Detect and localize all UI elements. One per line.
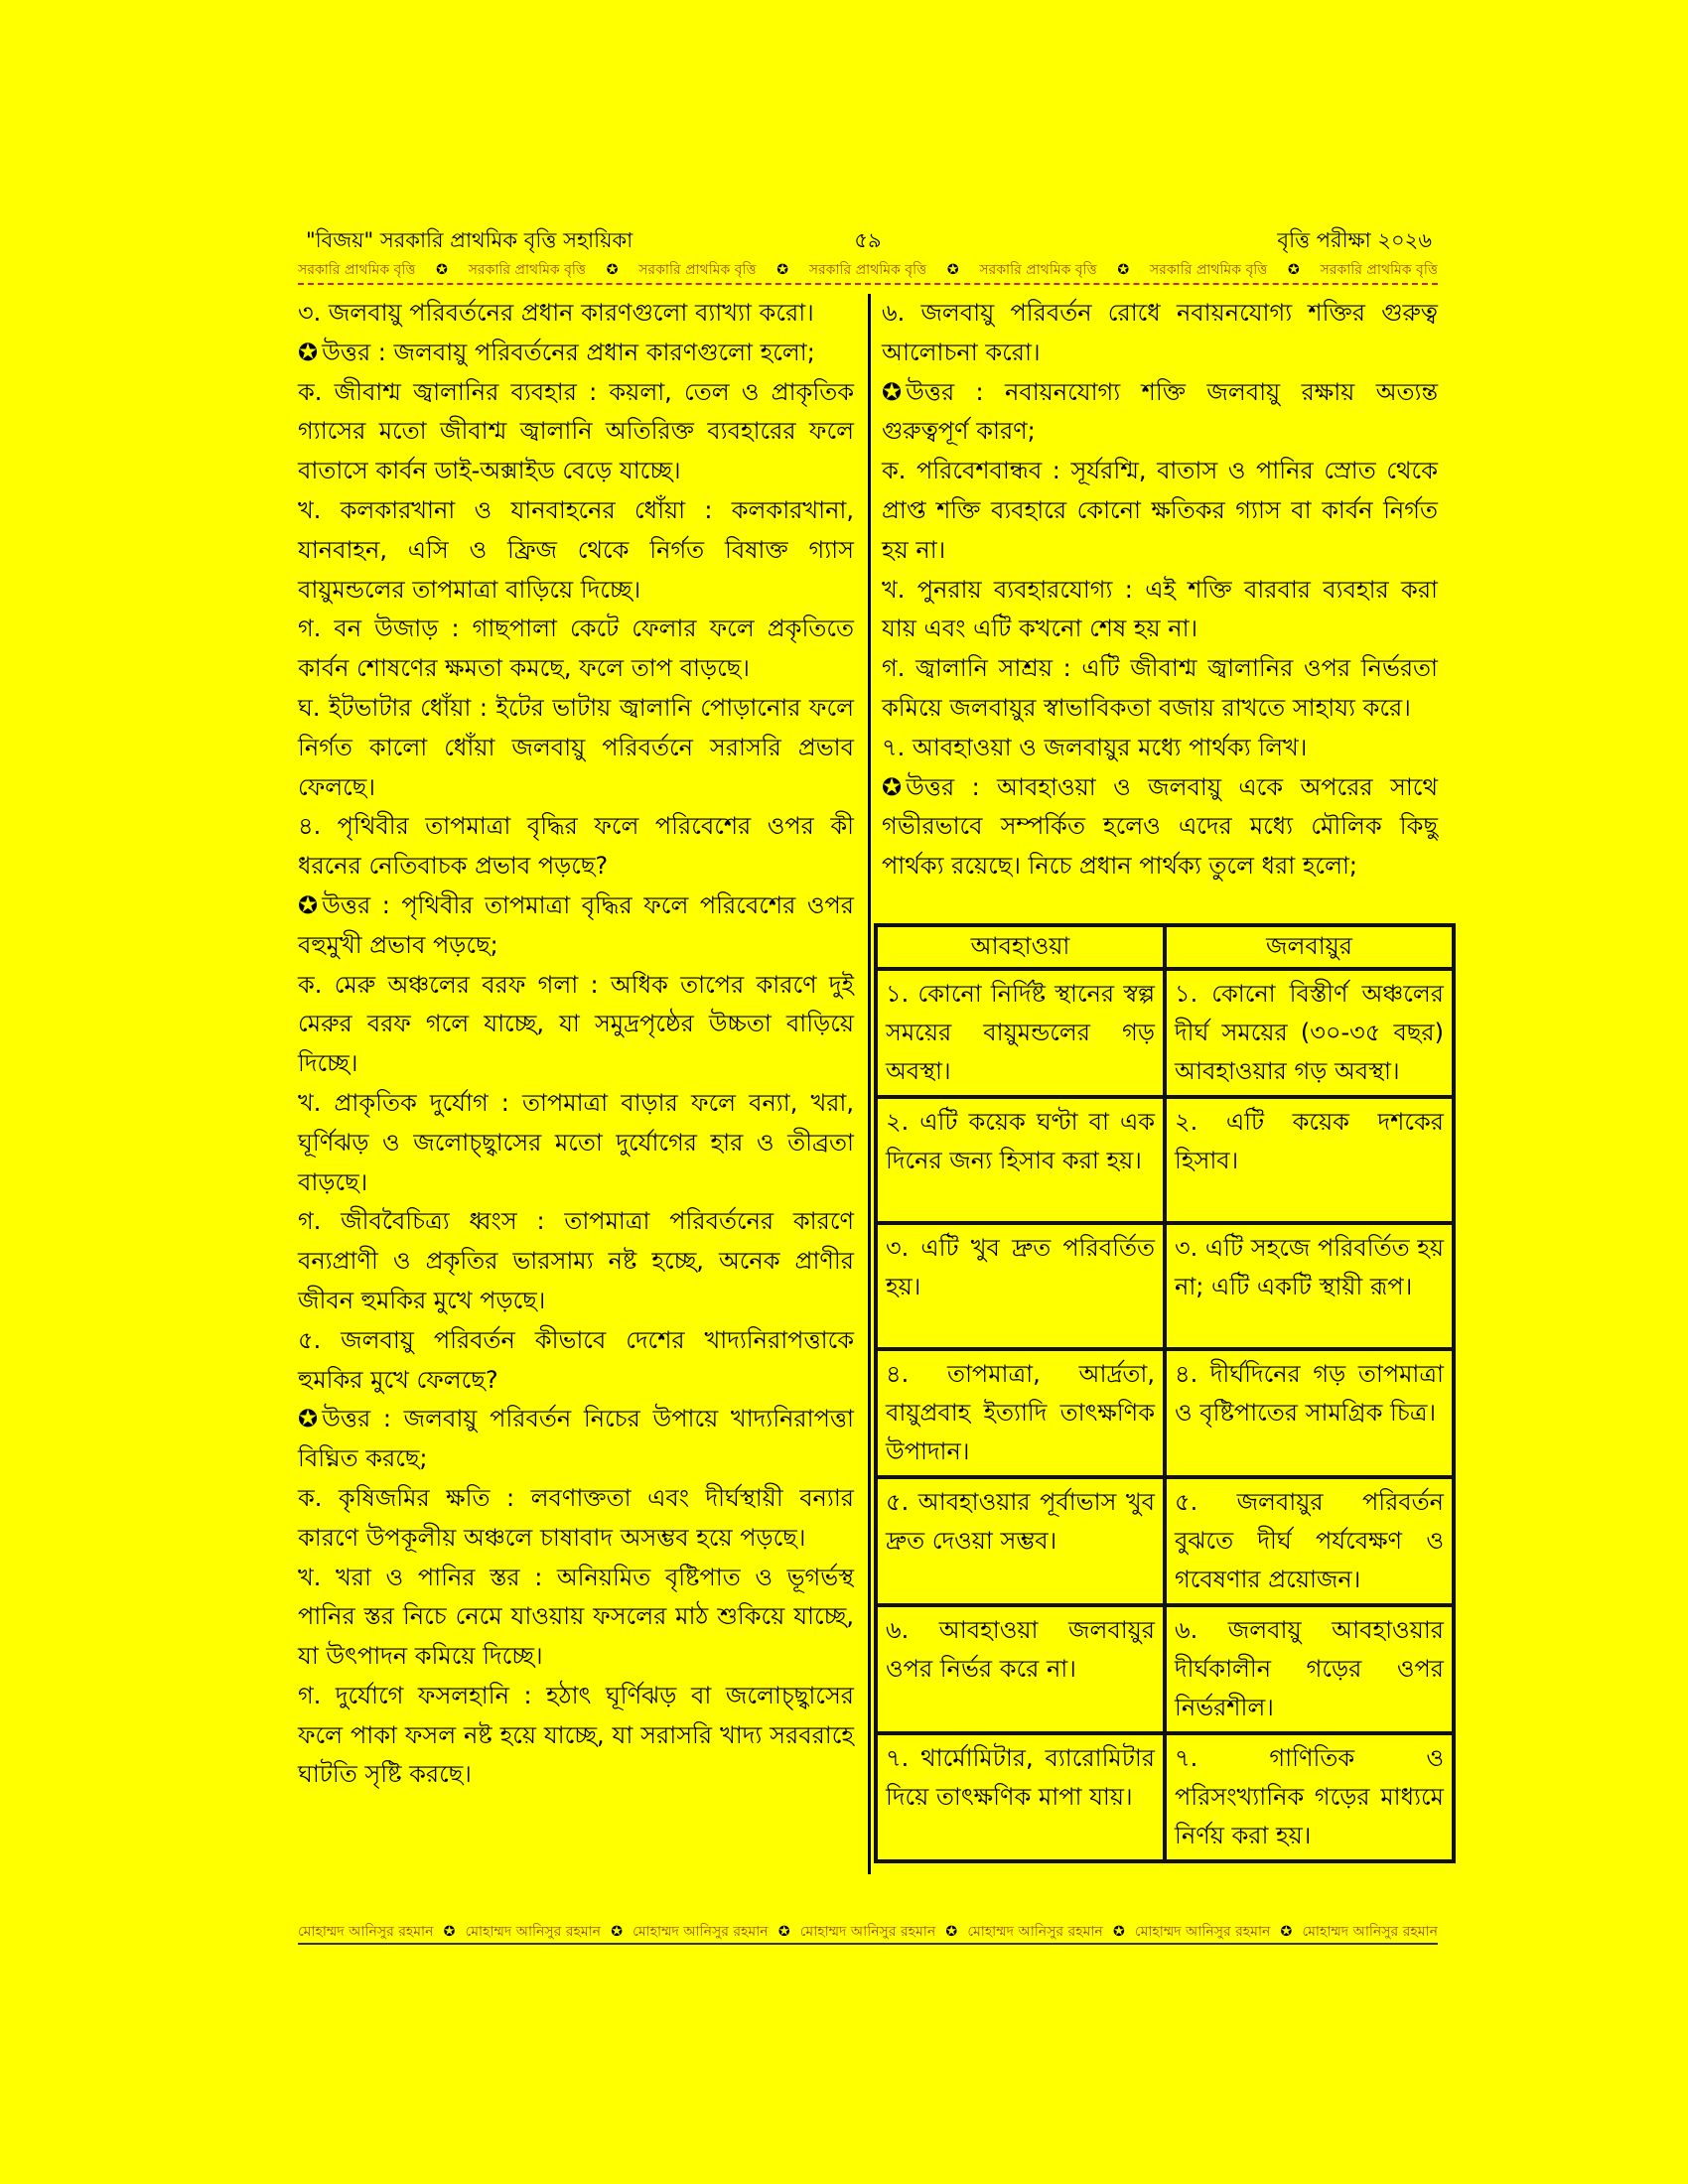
answer-7-intro: ✪ উত্তর : আবহাওয়া ও জলবায়ু একে অপরের সাথে গভীরভাবে সম্পর্কিত হলেও এদের মধ্যে মৌলিক কিছু পার্থক্য রয়েছে। নিচে প্রধান পার্থক্য তুলে ধরা হলো; (882, 772, 1438, 881)
answer-4-point-g: গ. জীববৈচিত্র্য ধ্বংস : তাপমাত্রা পরিবর্তনের কারণে বন্যপ্রাণী ও প্রকৃতির ভারসাম্য নষ্ট হচ্ছে, অনেক প্রাণীর জীবন হুমকির মুখে পড়ছে। (298, 1207, 854, 1314)
question-6: ৬. জলবায়ু পরিবর্তন রোধে নবায়নযোগ্য শক্তির গুরুত্ব আলোচনা করো। (882, 299, 1438, 366)
banner-item: সরকারি প্রাথমিক বৃত্তি (468, 262, 586, 278)
star-icon: ✪ (443, 1924, 456, 1940)
table-cell-climate: ৫. জলবায়ুর পরিবর্তন বুঝতে দীর্ঘ পর্যবেক্ষণ ও গবেষণার প্রয়োজন। (1165, 1477, 1454, 1605)
table-row (876, 1733, 1454, 1861)
table-header-climate: জলবায়ুর (1165, 925, 1454, 969)
question-5: ৫. জলবায়ু পরিবর্তন কীভাবে দেশের খাদ্যনিরাপত্তাকে হুমকির মুখে ফেলছে? (298, 1325, 854, 1394)
answer-3-point-kh: খ. কলকারখানা ও যানবাহনের ধোঁয়া : কলকারখানা, যানবাহন, এসি ও ফ্রিজ থেকে নির্গত বিষাক্ত গ্যাস বায়ুমন্ডলের তাপমাত্রা বাড়িয়ে দিচ্ছে। (298, 495, 854, 604)
star-icon: ✪ (606, 262, 619, 278)
page-number: ৫৯ (854, 228, 882, 252)
answer-5-point-k: ক. কৃষিজমির ক্ষতি : লবণাক্ততা এবং দীর্ঘস্থায়ী বন্যার কারণে উপকূলীয় অঞ্চলে চাষাবাদ অসম্ভব হয়ে পড়ছে। (298, 1483, 854, 1552)
banner-item: সরকারি প্রাথমিক বৃত্তি (808, 262, 927, 278)
table-row (876, 1605, 1454, 1733)
banner-item: সরকারি প্রাথমিক বৃত্তি (1320, 262, 1438, 278)
exam-title: বৃত্তি পরীক্ষা ২০২৬ (1277, 228, 1432, 252)
star-icon: ✪ (1280, 1924, 1293, 1940)
star-icon: ✪ (436, 262, 448, 278)
question-3: ৩. জলবায়ু পরিবর্তনের প্রধান কারণগুলো ব্যাখ্যা করো। (298, 299, 814, 327)
table-header-row (876, 925, 1454, 969)
footer-author: মোহাম্মদ আনিসুর রহমান (1302, 1924, 1438, 1940)
table-cell-weather: ৫. আবহাওয়ার পূর্বাভাস খুব দ্রুত দেওয়া সম্ভব। (876, 1477, 1165, 1605)
table-row (876, 1477, 1454, 1605)
table-cell-climate: ৪. দীর্ঘদিনের গড় তাপমাত্রা ও বৃষ্টিপাতের সামগ্রিক চিত্র। (1165, 1349, 1454, 1477)
table-cell-weather: ৭. থার্মোমিটার, ব্যারোমিটার দিয়ে তাৎক্ষণিক মাপা যায়। (876, 1733, 1165, 1861)
table-cell-weather: ২. এটি কয়েক ঘণ্টা বা এক দিনের জন্য হিসাব করা হয়। (876, 1097, 1165, 1223)
table-cell-weather: ১. কোনো নির্দিষ্ট স্থানের স্বল্প সময়ের বায়ুমন্ডলের গড় অবস্থা। (876, 969, 1165, 1097)
star-icon: ✪ (1112, 1924, 1125, 1940)
star-icon: ✪ (1117, 262, 1130, 278)
table-cell-climate: ৬. জলবায়ু আবহাওয়ার দীর্ঘকালীন গড়ের ওপর নির্ভরশীল। (1165, 1605, 1454, 1733)
table-cell-climate: ৭. গাণিতিক ও পরিসংখ্যানিক গড়ের মাধ্যমে নির্ণয় করা হয়। (1165, 1733, 1454, 1861)
answer-4-point-k: ক. মেরু অঞ্চলের বরফ গলা : অধিক তাপের কারণে দুই মেরুর বরফ গলে যাচ্ছে, যা সমুদ্রপৃষ্ঠের উচ্চতা বাড়িয়ে দিচ্ছে। (298, 970, 854, 1078)
star-icon: ✪ (1288, 262, 1300, 278)
star-icon: ✪ (882, 377, 903, 406)
table-cell-weather: ৬. আবহাওয়া জলবায়ুর ওপর নির্ভর করে না। (876, 1605, 1165, 1733)
table-cell-climate: ১. কোনো বিস্তীর্ণ অঞ্চলের দীর্ঘ সময়ের (৩০-৩৫ বছর) আবহাওয়ার গড় অবস্থা। (1165, 969, 1454, 1097)
answer-4-intro: ✪ উত্তর : পৃথিবীর তাপমাত্রা বৃদ্ধির ফলে পরিবেশের ওপর বহুমুখী প্রভাব পড়ছে; (298, 890, 854, 959)
answer-6-point-kh: খ. পুনরায় ব্যবহারযোগ্য : এই শক্তি বারবার ব্যবহার করা যায় এবং এটি কখনো শেষ হয় না। (882, 575, 1438, 643)
weather-climate-comparison-table (874, 923, 1456, 1863)
table-row (876, 1097, 1454, 1223)
answer-5-intro: ✪ উত্তর : জলবায়ু পরিবর্তন নিচের উপায়ে খাদ্যনিরাপত্তা বিঘ্নিত করছে; (298, 1405, 854, 1473)
table-cell-climate: ৩. এটি সহজে পরিবর্তিত হয় না; এটি একটি স্থায়ী রূপ। (1165, 1223, 1454, 1349)
footer-author: মোহাম্মদ আনিসুর রহমান (298, 1924, 434, 1940)
footer-author-line (298, 1921, 1438, 1945)
banner-item: সরকারি প্রাথমিক বৃত্তি (638, 262, 757, 278)
answer-4-point-kh: খ. প্রাকৃতিক দুর্যোগ : তাপমাত্রা বাড়ার ফলে বন্যা, খরা, ঘূর্ণিঝড় ও জলোচ্ছ্বাসের মতো দুর্যোগের হার ও তীব্রতা বাড়ছে। (298, 1088, 854, 1196)
banner-item: সরকারি প্রাথমিক বৃত্তি (1149, 262, 1268, 278)
star-icon: ✪ (777, 1924, 790, 1940)
header-banner (298, 259, 1438, 285)
answer-3-point-k: ক. জীবাশ্ম জ্বালানির ব্যবহার : কয়লা, তেল ও প্রাকৃতিক গ্যাসের মতো জীবাশ্ম জ্বালানি অতিরিক্ত ব্যবহারের ফলে বাতাসে কার্বন ডাই-অক্সাইড বেড়ে যাচ্ছে। (298, 377, 854, 485)
answer-6-point-g: গ. জ্বালানি সাশ্রয় : এটি জীবাশ্ম জ্বালানির ওপর নির্ভরতা কমিয়ে জলবায়ুর স্বাভাবিকতা বজায় রাখতে সাহায্য করে। (882, 654, 1438, 722)
footer-author: মোহাম্মদ আনিসুর রহমান (1134, 1924, 1271, 1940)
star-icon: ✪ (946, 262, 959, 278)
star-icon: ✪ (298, 890, 319, 919)
star-icon: ✪ (298, 1405, 319, 1433)
footer-author: মোহাম্মদ আনিসুর রহমান (967, 1924, 1103, 1940)
book-title: "বিজয়" সরকারি প্রাথমিক বৃত্তি সহায়িকা (306, 228, 633, 252)
table-row (876, 1223, 1454, 1349)
table-cell-weather: ৪. তাপমাত্রা, আর্দ্রতা, বায়ুপ্রবাহ ইত্যাদি তাৎক্ষণিক উপাদান। (876, 1349, 1165, 1477)
column-divider (868, 294, 871, 1874)
star-icon: ✪ (611, 1924, 623, 1940)
table-row (876, 969, 1454, 1097)
answer-3-point-gh: ঘ. ইটভাটার ধোঁয়া : ইটের ভাটায় জ্বালানি পোড়ানোর ফলে নির্গত কালো ধোঁয়া জলবায়ু পরিবর্তনে সরাসরি প্রভাব ফেলছে। (298, 693, 854, 801)
answer-3-point-g: গ. বন উজাড় : গাছপালা কেটে ফেলার ফলে প্রকৃতিতে কার্বন শোষণের ক্ষমতা কমছে, ফলে তাপ বাড়ছে। (298, 614, 854, 683)
answer-5-point-g: গ. দুর্যোগে ফসলহানি : হঠাৎ ঘূর্ণিঝড় বা জলোচ্ছ্বাসের ফলে পাকা ফসল নষ্ট হয়ে যাচ্ছে, যা সরাসরি খাদ্য সরবরাহে ঘাটতি সৃষ্টি করছে। (298, 1681, 854, 1789)
question-7: ৭. আবহাওয়া ও জলবায়ুর মধ্যে পার্থক্য লিখ। (882, 733, 1308, 761)
answer-3-intro: ✪ উত্তর : জলবায়ু পরিবর্তনের প্রধান কারণগুলো হলো; (298, 338, 815, 366)
page-header (298, 224, 1438, 256)
footer-author: মোহাম্মদ আনিসুর রহমান (465, 1924, 602, 1940)
table-cell-weather: ৩. এটি খুব দ্রুত পরিবর্তিত হয়। (876, 1223, 1165, 1349)
star-icon: ✪ (298, 338, 319, 366)
question-4: ৪. পৃথিবীর তাপমাত্রা বৃদ্ধির ফলে পরিবেশের ওপর কী ধরনের নেতিবাচক প্রভাব পড়ছে? (298, 812, 854, 881)
table-header-weather: আবহাওয়া (876, 925, 1165, 969)
table-cell-climate: ২. এটি কয়েক দশকের হিসাব। (1165, 1097, 1454, 1223)
star-icon: ✪ (776, 262, 788, 278)
answer-5-point-kh: খ. খরা ও পানির স্তর : অনিয়মিত বৃষ্টিপাত ও ভূগর্ভস্থ পানির স্তর নিচে নেমে যাওয়ায় ফসলের মাঠ শুকিয়ে যাচ্ছে, যা উৎপাদন কমিয়ে দিচ্ছে। (298, 1563, 854, 1671)
banner-item: সরকারি প্রাথমিক বৃত্তি (298, 262, 416, 278)
footer-author: মোহাম্মদ আনিসুর রহমান (633, 1924, 769, 1940)
right-column (882, 294, 1438, 887)
footer-author: মোহাম্মদ আনিসুর রহমান (799, 1924, 936, 1940)
star-icon: ✪ (882, 772, 903, 801)
banner-item: সরকারি প্রাথমিক বৃত্তি (979, 262, 1097, 278)
answer-6-point-k: ক. পরিবেশবান্ধব : সূর্যরশ্মি, বাতাস ও পানির স্রোত থেকে প্রাপ্ত শক্তি ব্যবহারে কোনো ক্ষতিকর গ্যাস বা কার্বন নির্গত হয় না। (882, 457, 1438, 564)
answer-6-intro: ✪ উত্তর : নবায়নযোগ্য শক্তি জলবায়ু রক্ষায় অত্যন্ত গুরুত্বপূর্ণ কারণ; (882, 377, 1438, 446)
star-icon: ✪ (945, 1924, 958, 1940)
table-row (876, 1349, 1454, 1477)
left-column (298, 294, 854, 1795)
